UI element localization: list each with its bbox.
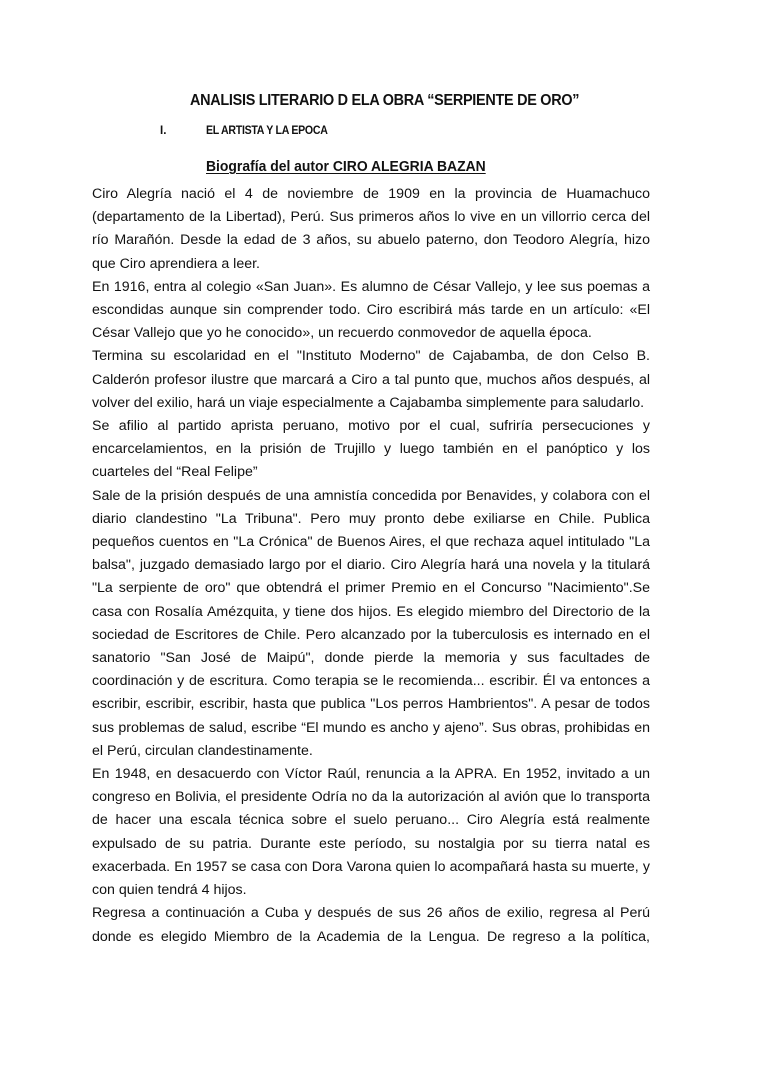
paragraph: Ciro Alegría nació el 4 de noviembre de 1909 en la provincia de Huamachuco (departamento de la Libertad), Perú. Sus primeros años lo vive en un villorrio cerca del río Marañón. Desde la edad de 3 años, su abuelo paterno, don Teodoro Alegría, hizo que Ciro aprendiera a leer.: [92, 186, 650, 272]
document-body: [92, 183, 650, 949]
section-number: I.: [160, 125, 167, 137]
paragraph: Regresa a continuación a Cuba y después de sus 26 años de exilio, regresa al Perú donde es elegido Miembro de la Academia de la Lengua. De regreso a la política,: [92, 905, 650, 945]
paragraph: Sale de la prisión después de una amnistía concedida por Benavides, y colabora con el diario clandestino "La Tribuna". Pero muy pronto debe exiliarse en Chile. Publica pequeños cuentos en "La Crónica" de Buenos Aires, el que rechaza aquel intitulado "La balsa", juzgado demasiado largo por el diario. Ciro Alegría hará una novela y la titulará "La serpiente de oro" que obtendrá el primer Premio en el Concurso "Nacimiento".Se casa con Rosalía Amézquita, y tiene dos hijos. Es elegido miembro del Directorio de la sociedad de Escritores de Chile. Pero alcanzado por la tuberculosis es internado en el sanatorio "San José de Maipú", donde pierde la memoria y sus facultades de coordinación y de escritura. Como terapia se le recomienda... escribir. Él va entonces a escribir, escribir, escribir, hasta que publica "Los perros Hambrientos". A pesar de todos sus problemas de salud, escribe “El mundo es ancho y ajeno”. Sus obras, prohibidas en el Perú, circulan clandestinamente.: [92, 487, 650, 759]
paragraph: En 1916, entra al colegio «San Juan». Es alumno de César Vallejo, y lee sus poemas a escondidas aunque sin comprender todo. Ciro escribirá más tarde en un artículo: «El César Vallejo que yo he conocido», un recuerdo conmovedor de aquella época.: [92, 278, 650, 342]
document-title: ANALISIS LITERARIO D ELA OBRA “SERPIENTE DE ORO”: [190, 92, 580, 109]
paragraph: Termina su escolaridad en el "Instituto Moderno" de Cajabamba, de don Celso B. Calderón profesor ilustre que marcará a Ciro a tal punto que, muchos años después, al volver del exilio, hará un viaje especialmente a Cajabamba simplemente para saludarlo.: [92, 348, 650, 411]
paragraph: En 1948, en desacuerdo con Víctor Raúl, renuncia a la APRA. En 1952, invitado a un congreso en Bolivia, el presidente Odría no da la autorización al avión que lo transporta de hacer una escala técnica sobre el suelo peruano... Ciro Alegría está realmente expulsado de su patria. Durante este período, su nostalgia por su tierra natal es exacerbada. En 1957 se casa con Dora Varona quien lo acompañará hasta su muerte, y con quien tendrá 4 hijos.: [92, 766, 650, 899]
section-label: EL ARTISTA Y LA EPOCA: [206, 125, 328, 137]
biography-subheading: Biografía del autor CIRO ALEGRIA BAZAN: [206, 159, 486, 175]
paragraph: Se afilio al partido aprista peruano, motivo por el cual, sufriría persecuciones y encarcelamientos, en la prisión de Trujillo y luego también en el panóptico y los cuarteles del “Real Felipe”: [92, 418, 650, 481]
